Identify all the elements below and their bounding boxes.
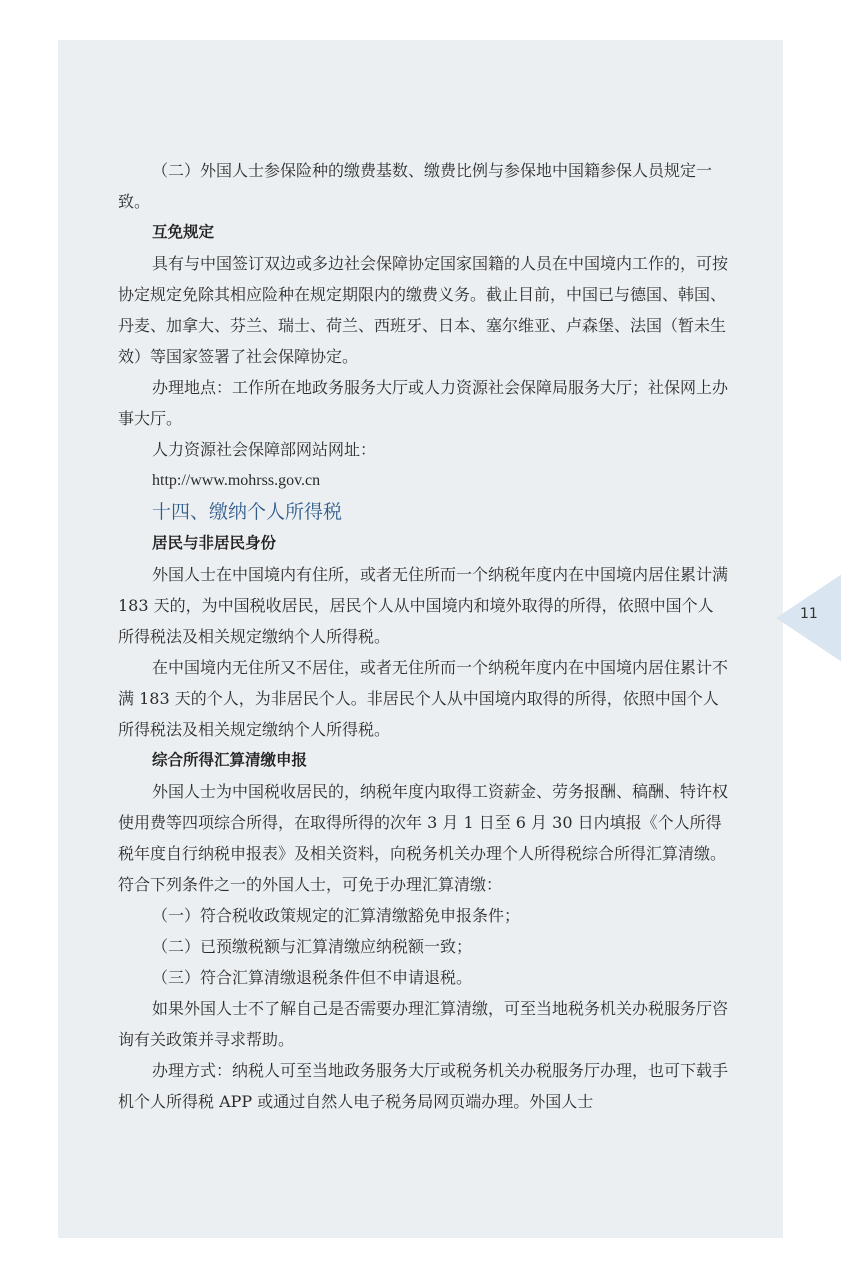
- website-url: http://www.mohrss.gov.cn: [152, 472, 321, 489]
- paragraph: （二）外国人士参保险种的缴费基数、缴费比例与参保地中国籍参保人员规定一致。: [118, 161, 713, 211]
- page-content: [118, 155, 728, 1117]
- paragraph: 人力资源社会保障部网站网址：: [152, 440, 377, 459]
- paragraph: 办理地点：工作所在地政务服务大厅或人力资源社会保障局服务大厅；社保网上办事大厅。: [118, 378, 729, 428]
- subheading-annual-filing: 综合所得汇算清缴申报: [152, 751, 308, 769]
- paragraph: 外国人士为中国税收居民的，纳税年度内取得工资薪金、劳务报酬、稿酬、特许权使用费等四项综合所得，在取得所得的次年 3 月 1 日至 6 月 30 日内填报《个人所得税年度自行纳税申报表》及相关资料，向税务机关办理个人所得税综合所得汇算清缴。符合下列条件之一的外国人士，可免于办理汇算清缴：: [118, 782, 729, 894]
- paragraph: 具有与中国签订双边或多边社会保障协定国家国籍的人员在中国境内工作的，可按协定规定免除其相应险种在规定期限内的缴费义务。截止目前，中国已与德国、韩国、丹麦、加拿大、芬兰、瑞士、荷兰、西班牙、日本、塞尔维亚、卢森堡、法国（暂未生效）等国家签署了社会保障协定。: [118, 254, 729, 366]
- page-number: 11: [800, 606, 818, 622]
- list-item: （三）符合汇算清缴退税条件但不申请退税。: [152, 968, 473, 987]
- list-item: （二）已预缴税额与汇算清缴应纳税额一致；: [152, 937, 473, 956]
- paragraph: 办理方式：纳税人可至当地政务服务大厅或税务机关办税服务厅办理，也可下载手机个人所得税 APP 或通过自然人电子税务局网页端办理。外国人士: [118, 1061, 729, 1111]
- subheading-mutual-exemption: 互免规定: [152, 223, 215, 241]
- section-title: 十四、缴纳个人所得税: [152, 501, 343, 523]
- list-item: （一）符合税收政策规定的汇算清缴豁免申报条件；: [152, 906, 521, 925]
- paragraph: 如果外国人士不了解自己是否需要办理汇算清缴，可至当地税务机关办税服务厅咨询有关政策并寻求帮助。: [118, 999, 729, 1049]
- paragraph: 外国人士在中国境内有住所，或者无住所而一个纳税年度内在中国境内居住累计满 183 天的，为中国税收居民，居民个人从中国境内和境外取得的所得，依照中国个人所得税法及相关规定缴纳个人所得税。: [118, 565, 729, 646]
- subheading-residency: 居民与非居民身份: [152, 534, 277, 552]
- paragraph: 在中国境内无住所又不居住，或者无住所而一个纳税年度内在中国境内居住累计不满 183 天的个人，为非居民个人。非居民个人从中国境内取得的所得，依照中国个人所得税法及相关规定缴纳个人所得税。: [118, 658, 729, 739]
- document-page: [58, 40, 783, 1238]
